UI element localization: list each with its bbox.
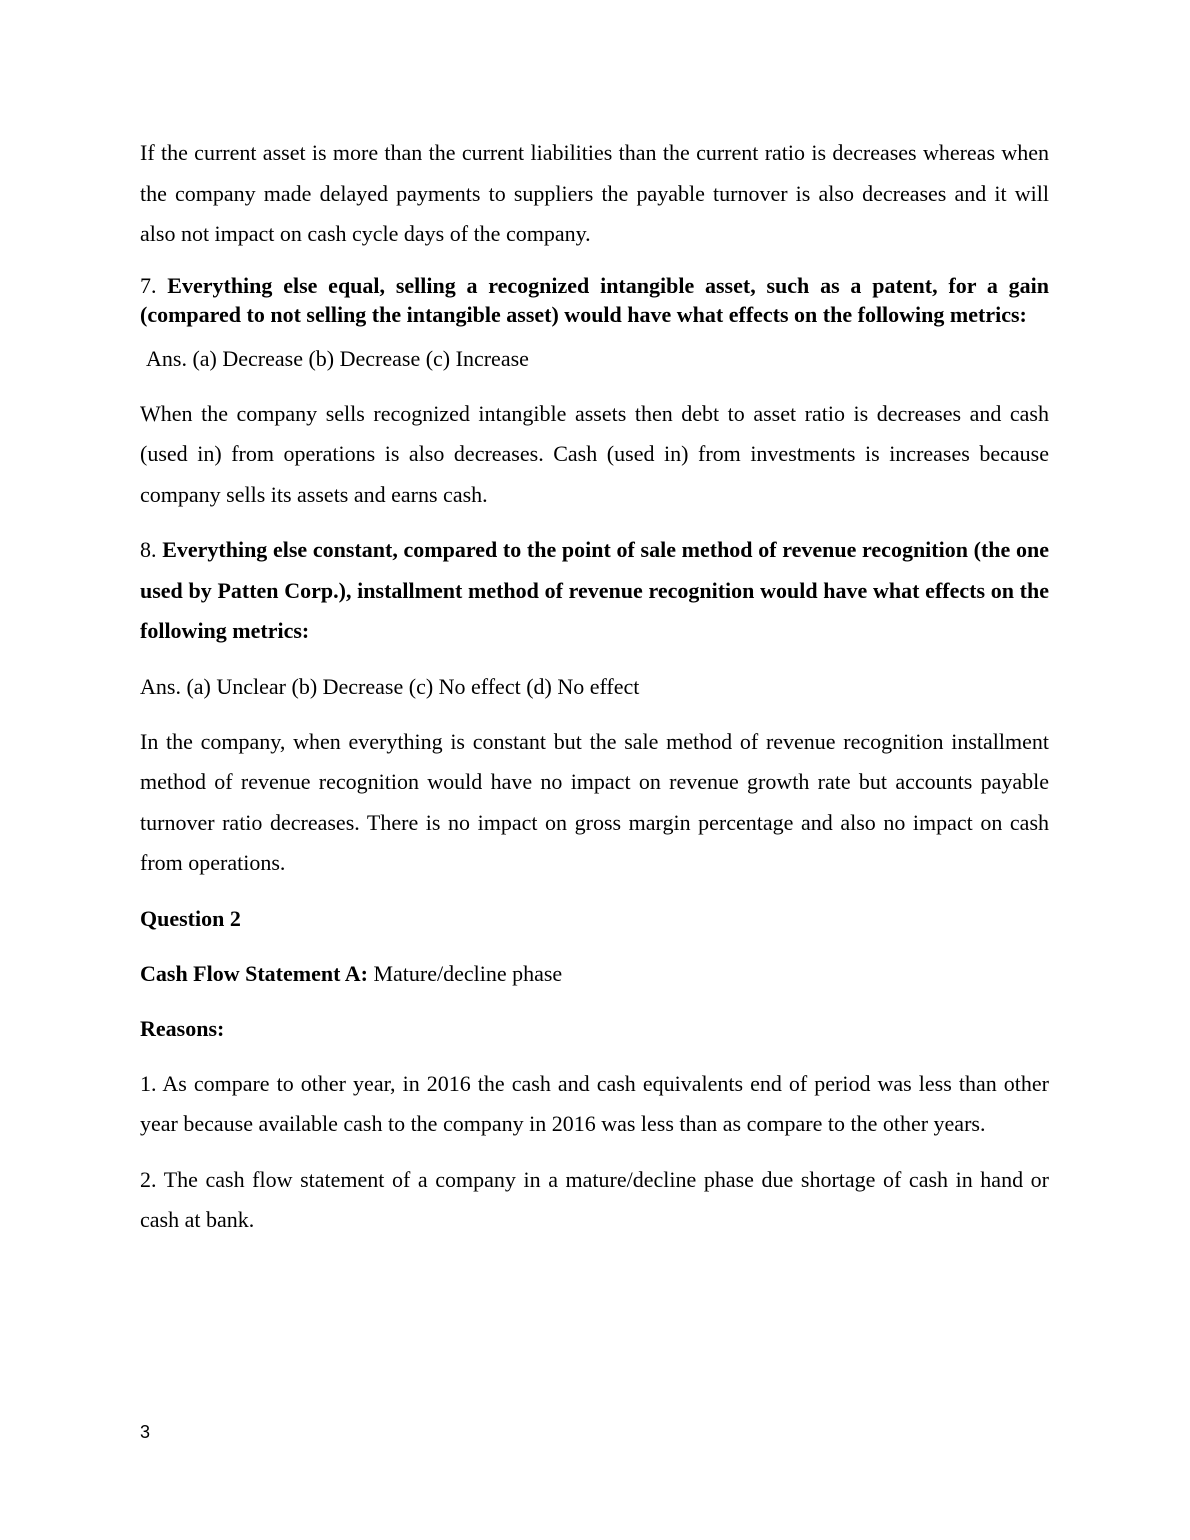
question-8 [140,530,1049,652]
page-number: 3 [140,1422,151,1442]
question-7-answer: Ans. (a) Decrease (b) Decrease (c) Increase [146,345,529,371]
question-7-text: Everything else equal, selling a recognized intangible asset, such as a patent, for a gain (compared to not selling the intangible asset) would have what effects on the following metrics: [140,272,1049,327]
paragraph-current-ratio: If the current asset is more than the current liabilities than the current ratio is decreases whereas when the company made delayed payments to suppliers the payable turnover is also decreases and it will also not impact on cash cycle days of the company. [140,140,1049,246]
document-body [140,133,1049,1241]
question-7-number: 7. [140,272,157,298]
question-2-heading: Question 2 [140,905,241,931]
reason-1: 1. As compare to other year, in 2016 the cash and cash equivalents end of period was less than other year because available cash to the company in 2016 was less than as compare to the other years. [140,1070,1049,1136]
reasons-heading: Reasons: [140,1015,225,1041]
reason-2: 2. The cash flow statement of a company in a mature/decline phase due shortage of cash in hand or cash at bank. [140,1166,1049,1232]
question-8-answer: Ans. (a) Unclear (b) Decrease (c) No effect (d) No effect [140,673,640,699]
question-7-explanation: When the company sells recognized intangible assets then debt to asset ratio is decreases and cash (used in) from operations is also decreases. Cash (used in) from investments is increases because company sells its assets and earns cash. [140,400,1049,507]
question-8-text: Everything else constant, compared to the point of sale method of revenue recognition (the one used by Patten Corp.), installment method of revenue recognition would have what effects on the following metrics: [140,537,1049,643]
cash-flow-statement-label: Cash Flow Statement A: [140,960,368,986]
cash-flow-statement-value: Mature/decline phase [373,960,563,986]
cash-flow-statement-a [140,954,1049,994]
question-8-explanation: In the company, when everything is constant but the sale method of revenue recognition installment method of revenue recognition would have no impact on revenue growth rate but accounts payable turnover ratio decreases. There is no impact on gross margin percentage and also no impact on cash from operations. [140,728,1049,875]
question-7 [140,271,1049,329]
question-8-number: 8. [140,537,157,562]
